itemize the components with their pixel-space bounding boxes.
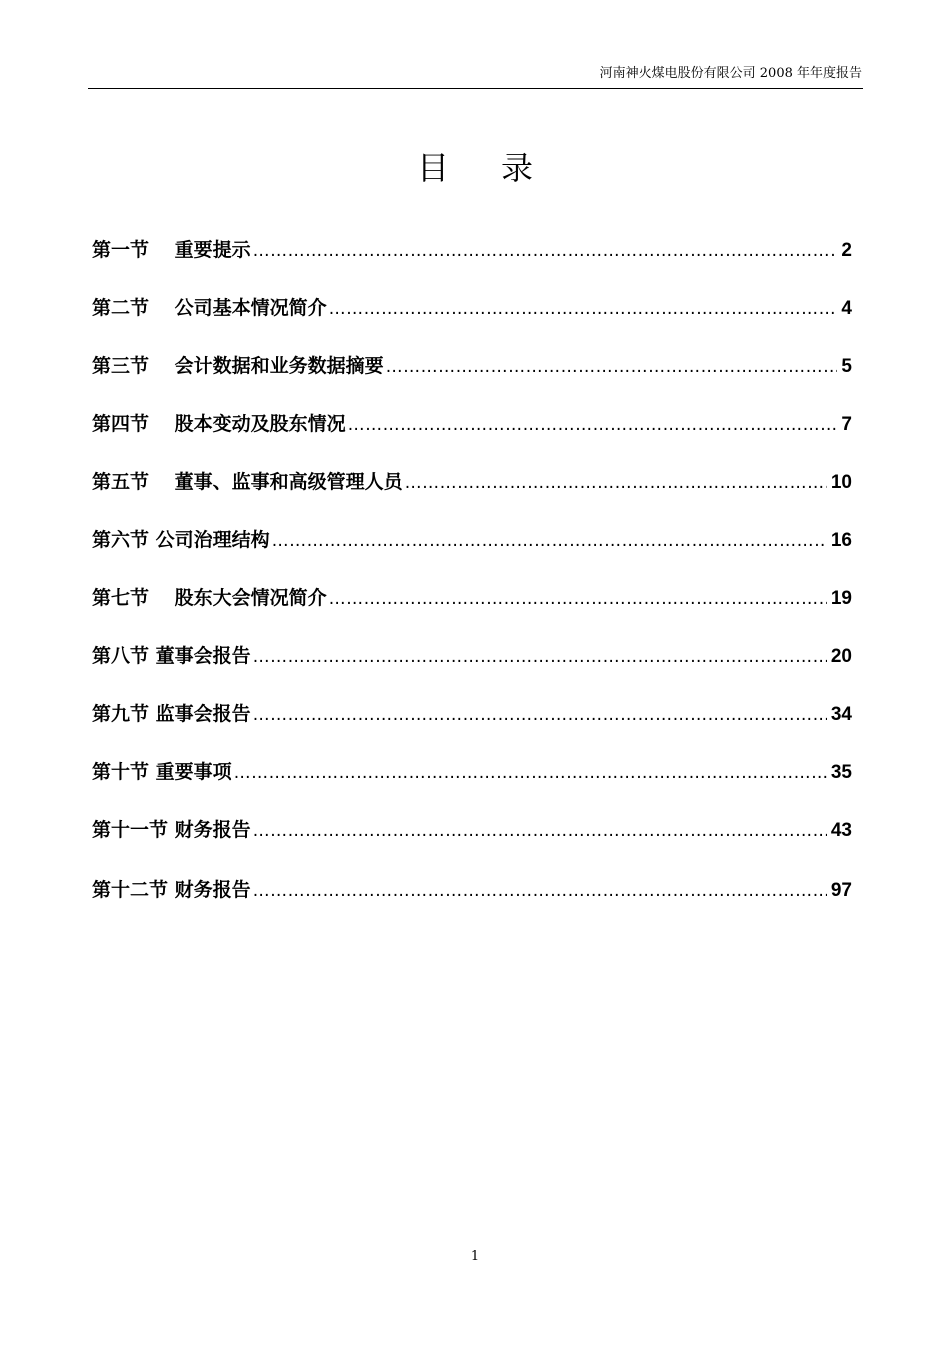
table-of-contents <box>92 236 852 934</box>
dot-leader <box>253 877 827 905</box>
toc-entry-label: 第六节 公司治理结构 <box>92 529 270 551</box>
dot-leader <box>272 527 827 555</box>
toc-entry-section-12[interactable] <box>92 876 852 934</box>
toc-entry-page: 97 <box>830 880 852 901</box>
toc-entry-section-1[interactable] <box>92 236 852 294</box>
toc-entry-section-10[interactable] <box>92 758 852 816</box>
toc-entry-section-7[interactable] <box>92 584 852 642</box>
toc-entry-section-3[interactable] <box>92 352 852 410</box>
toc-entry-section-5[interactable] <box>92 468 852 526</box>
toc-entry-label: 第九节 监事会报告 <box>92 703 251 725</box>
dot-leader <box>253 237 838 265</box>
toc-entry-section-6[interactable] <box>92 526 852 584</box>
toc-entry-page: 4 <box>841 298 852 319</box>
dot-leader <box>386 353 838 381</box>
toc-entry-label: 第八节 董事会报告 <box>92 645 251 667</box>
toc-entry-page: 34 <box>830 704 852 725</box>
dot-leader <box>234 759 827 787</box>
dot-leader <box>329 295 838 323</box>
dot-leader <box>253 817 827 845</box>
header-rule <box>88 88 863 89</box>
toc-entry-label: 第二节 公司基本情况简介 <box>92 297 327 319</box>
running-header: 河南神火煤电股份有限公司 2008 年年度报告 <box>599 66 862 81</box>
toc-entry-label: 第十二节 财务报告 <box>92 879 251 901</box>
toc-entry-section-9[interactable] <box>92 700 852 758</box>
toc-entry-page: 5 <box>841 356 852 377</box>
toc-entry-page: 10 <box>830 472 852 493</box>
toc-entry-label: 第五节 董事、监事和高级管理人员 <box>92 471 403 493</box>
toc-entry-page: 35 <box>830 762 852 783</box>
toc-title: 目录 <box>416 149 585 187</box>
toc-entry-label: 第三节 会计数据和业务数据摘要 <box>92 355 384 377</box>
toc-entry-page: 2 <box>841 240 852 261</box>
toc-entry-label: 第四节 股本变动及股东情况 <box>92 413 346 435</box>
toc-entry-label: 第一节 重要提示 <box>92 239 251 261</box>
dot-leader <box>253 643 827 671</box>
toc-entry-section-8[interactable] <box>92 642 852 700</box>
toc-entry-section-4[interactable] <box>92 410 852 468</box>
toc-entry-section-2[interactable] <box>92 294 852 352</box>
toc-entry-page: 7 <box>841 414 852 435</box>
dot-leader <box>348 411 838 439</box>
toc-entry-page: 19 <box>830 588 852 609</box>
dot-leader <box>253 701 827 729</box>
toc-entry-label: 第十节 重要事项 <box>92 761 232 783</box>
toc-entry-label: 第七节 股东大会情况简介 <box>92 587 327 609</box>
dot-leader <box>329 585 827 613</box>
toc-entry-page: 20 <box>830 646 852 667</box>
toc-entry-page: 16 <box>830 530 852 551</box>
dot-leader <box>405 469 827 497</box>
toc-entry-label: 第十一节 财务报告 <box>92 819 251 841</box>
toc-entry-page: 43 <box>830 820 852 841</box>
page-number: 1 <box>470 1249 480 1264</box>
toc-entry-section-11[interactable] <box>92 816 852 874</box>
